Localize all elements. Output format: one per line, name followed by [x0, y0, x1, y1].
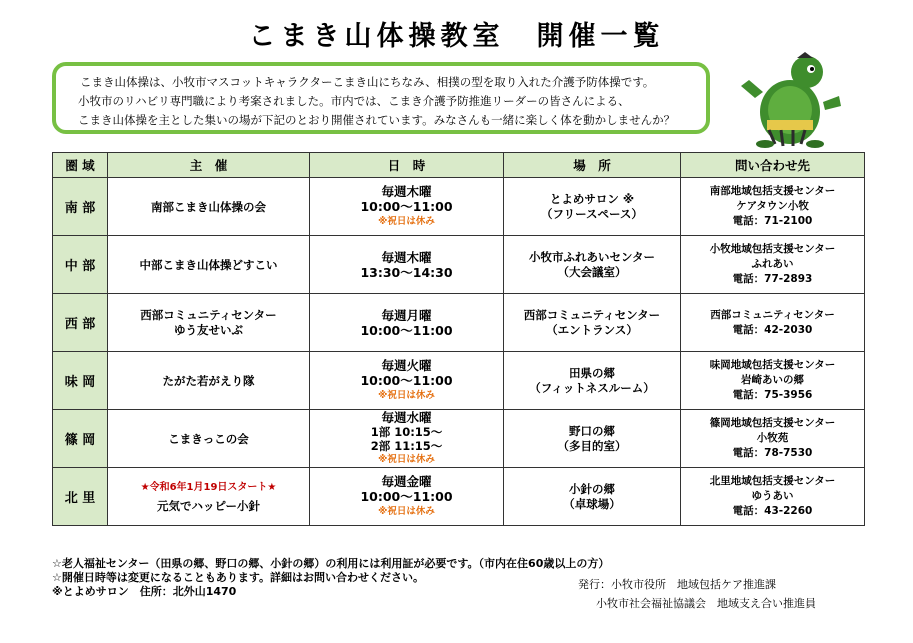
host-name: 南部こまき山体操の会	[151, 199, 266, 214]
venue-name: 野口の郷	[569, 423, 615, 438]
time: 13:30～14:30	[360, 264, 453, 280]
contact-facility: 岩崎あいの郷	[741, 374, 804, 386]
area-cell: 篠 岡	[53, 410, 108, 468]
contact-phone: 電話：42-2030	[732, 323, 813, 336]
venue-name: とよめサロン ※	[549, 191, 635, 206]
host-name: 西部コミュニティセンター	[140, 307, 277, 322]
sumo-mascot-icon	[735, 50, 845, 150]
contact-phone: 電話：78-7530	[732, 447, 813, 459]
host-cell	[108, 468, 310, 526]
time-part-2: 2部 11:15～	[370, 438, 443, 453]
area-cell: 南 部	[53, 178, 108, 236]
datetime-cell	[310, 352, 504, 410]
table-row	[53, 236, 865, 294]
header-host: 主 催	[108, 153, 310, 178]
venue-cell	[504, 178, 681, 236]
footnotes	[52, 557, 609, 599]
contact-org: 北里地域包括支援センター	[709, 475, 836, 487]
venue-cell	[504, 352, 681, 410]
table-row	[53, 178, 865, 236]
table-row	[53, 468, 865, 526]
time: 10:00～11:00	[360, 489, 453, 504]
contact-org: 南部地域包括支援センター	[709, 185, 836, 197]
contact-org: 西部コミュニティセンター	[710, 308, 835, 321]
venue-cell	[504, 294, 681, 352]
contact-phone: 電話：43-2260	[732, 505, 813, 517]
intro-line-1: こまき山体操は、小牧市マスコットキャラクターこまき山にちなみ、相撲の型を取り入れた介護予防体操です。	[80, 75, 655, 89]
contact-facility: ケアタウン小牧	[736, 200, 809, 212]
day: 毎週木曜	[381, 249, 432, 265]
contact-cell	[681, 294, 865, 352]
table-row	[53, 352, 865, 410]
area-cell: 中 部	[53, 236, 108, 294]
day: 毎週水曜	[381, 409, 432, 425]
contact-facility: 小牧苑	[756, 432, 789, 444]
host-name: たがた若がえり隊	[162, 373, 255, 388]
venue-room: （大会議室）	[557, 264, 627, 279]
venue-room: （フリースペース）	[541, 206, 643, 221]
table-row	[53, 294, 865, 352]
day: 毎週火曜	[381, 358, 432, 373]
area-cell: 北 里	[53, 468, 108, 526]
contact-facility: ふれあい	[751, 258, 794, 270]
venue-name: 小牧市ふれあいセンター	[528, 249, 656, 264]
holiday-note: ※祝日は休み	[378, 216, 435, 227]
contact-org: 篠岡地域包括支援センター	[709, 417, 836, 429]
schedule-table	[52, 152, 865, 526]
host-name: 中部こまき山体操どすこい	[139, 257, 278, 272]
time: 10:00～11:00	[360, 373, 453, 388]
intro-line-2: 小牧市のリハビリ専門職により考案されました。市内では、こまき介護予防推進リーダーの皆さんによる、	[78, 94, 630, 108]
host-cell	[108, 294, 310, 352]
day: 毎週月曜	[381, 307, 432, 323]
venue-room: （卓球場）	[563, 496, 621, 511]
host-cell	[108, 236, 310, 294]
host-name-2: ゆう友せいぶ	[174, 322, 243, 337]
venue-name: 田県の郷	[569, 365, 615, 380]
contact-org: 小牧地域包括支援センター	[709, 243, 836, 255]
venue-name: 小針の郷	[569, 481, 615, 496]
time-part-1: 1部 10:15～	[370, 424, 443, 439]
contact-phone: 電話：71-2100	[732, 215, 813, 227]
time: 10:00～11:00	[360, 199, 453, 214]
host-cell	[108, 178, 310, 236]
venue-cell	[504, 468, 681, 526]
venue-name: 西部コミュニティセンター	[523, 307, 661, 322]
day: 毎週金曜	[381, 474, 432, 489]
venue-room: （エントランス）	[546, 322, 638, 337]
datetime-cell	[310, 294, 504, 352]
holiday-note: ※祝日は休み	[378, 453, 435, 465]
host-cell	[108, 352, 310, 410]
header-venue: 場 所	[504, 153, 681, 178]
area-cell: 味 岡	[53, 352, 108, 410]
host-name: 元気でハッピー小針	[156, 498, 261, 513]
publisher-line-1: 発行：小牧市役所 地域包括ケア推進課	[578, 578, 776, 591]
holiday-note: ※祝日は休み	[378, 506, 435, 517]
host-name: こまきっこの会	[168, 431, 249, 446]
header-datetime: 日 時	[310, 153, 504, 178]
datetime-cell	[310, 468, 504, 526]
area-cell: 西 部	[53, 294, 108, 352]
holiday-note: ※祝日は休み	[378, 390, 435, 401]
contact-facility: ゆうあい	[751, 490, 794, 502]
contact-phone: 電話：75-3956	[732, 389, 813, 401]
day: 毎週木曜	[381, 184, 432, 199]
footnote-1: ☆老人福祉センター（田県の郷、野口の郷、小針の郷）の利用には利用証が必要です。（市内在住60歳以上の方）	[52, 557, 610, 570]
contact-cell	[681, 236, 865, 294]
datetime-cell	[310, 178, 504, 236]
contact-cell	[681, 352, 865, 410]
header-contact: 問い合わせ先	[681, 153, 865, 178]
contact-cell	[681, 178, 865, 236]
datetime-cell	[310, 410, 504, 468]
start-date-note: ★令和6年1月19日スタート★	[140, 481, 277, 493]
contact-cell	[681, 468, 865, 526]
venue-cell	[504, 410, 681, 468]
header-area: 圏 域	[53, 153, 108, 178]
contact-cell	[681, 410, 865, 468]
footnote-3: ※とよめサロン 住所：北外山1470	[52, 585, 237, 598]
venue-cell	[504, 236, 681, 294]
page-title: こまき山体操教室 開催一覧	[248, 21, 665, 52]
contact-phone: 電話：77-2893	[732, 273, 813, 285]
intro-line-3: こまき山体操を主とした集いの場が下記のとおり開催されています。みなさんも一緒に楽しく体を動かしませんか？	[78, 113, 676, 127]
contact-org: 味岡地域包括支援センター	[709, 359, 836, 371]
publisher-line-2: 小牧市社会福祉協議会 地域支え合い推進員	[596, 597, 816, 610]
intro-box	[52, 62, 710, 134]
table-header-row	[53, 153, 865, 178]
footnote-2: ☆開催日時等は変更になることもあります。詳細はお問い合わせください。	[52, 571, 424, 584]
datetime-cell	[310, 236, 504, 294]
venue-room: （多目的室）	[557, 438, 627, 453]
table-row	[53, 410, 865, 468]
host-cell	[108, 410, 310, 468]
time: 10:00～11:00	[360, 322, 453, 338]
venue-room: （フィットネスルーム）	[529, 380, 655, 395]
